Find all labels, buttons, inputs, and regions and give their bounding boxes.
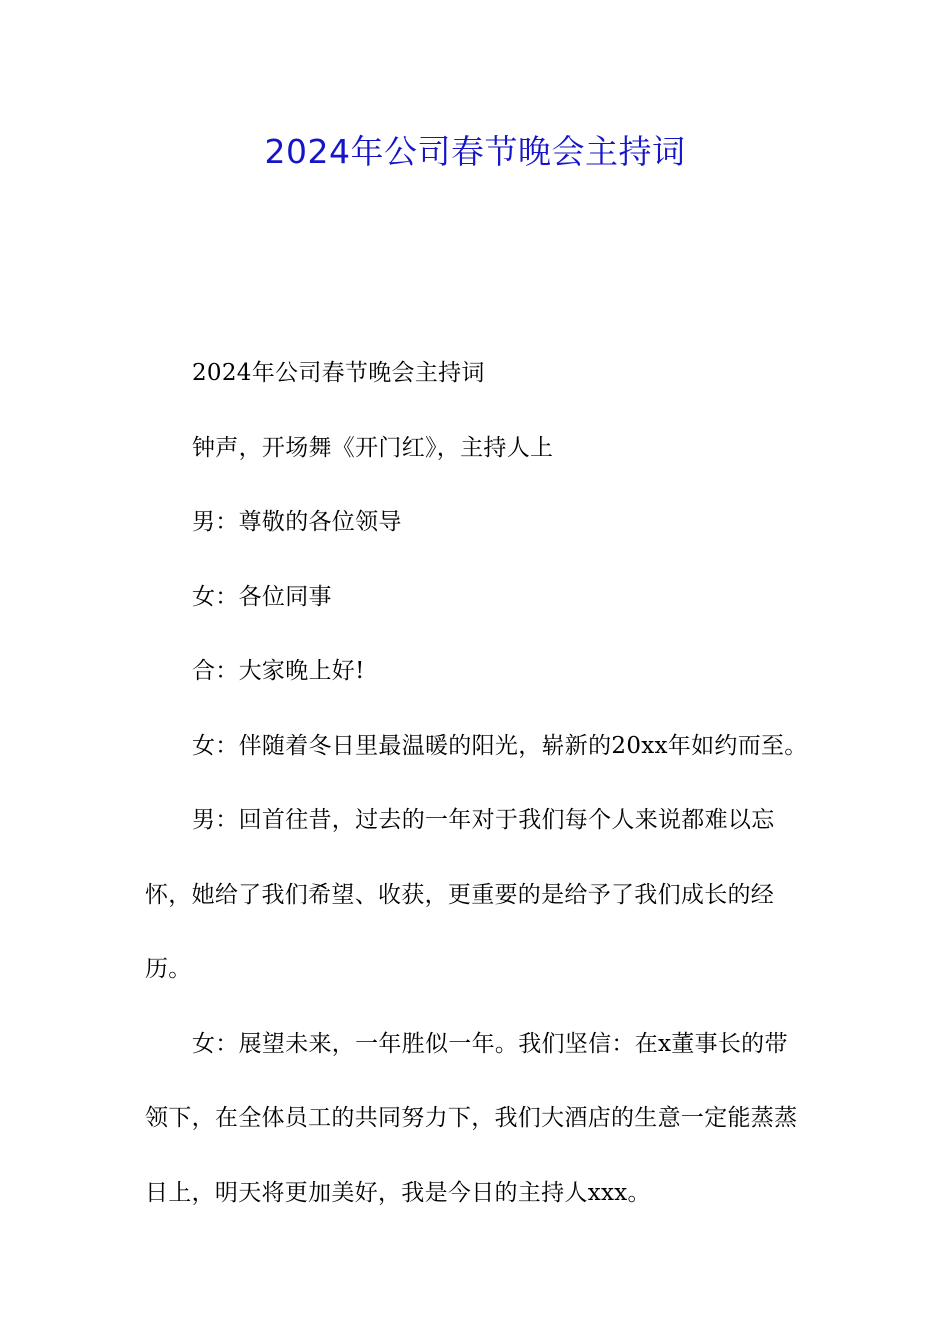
paragraph-line: 男：回首往昔，过去的一年对于我们每个人来说都难以忘怀，她给了我们希望、收获，更重要的是给予了我们成长的经历。 (145, 807, 775, 982)
document-title: 2024年公司春节晚会主持词 (264, 132, 686, 171)
paragraph-heading: 2024年公司春节晚会主持词 (192, 360, 485, 386)
paragraph-line: 合：大家晚上好! (192, 658, 365, 684)
paragraph-stage-direction: 钟声，开场舞《开门红》，主持人上 (192, 434, 554, 461)
paragraph-line: 女：各位同事 (192, 583, 332, 610)
paragraph-line: 女：伴随着冬日里最温暖的阳光，崭新的20xx年如约而至。 (192, 732, 808, 759)
paragraph-line: 女：展望未来，一年胜似一年。我们坚信：在x董事长的带领下，在全体员工的共同努力下，我们大酒店的生意一定能蒸蒸日上，明天将更加美好，我是今日的主持人xxx。 (145, 1030, 798, 1206)
document-body (145, 336, 810, 1230)
paragraph-line: 男：尊敬的各位领导 (192, 509, 402, 535)
